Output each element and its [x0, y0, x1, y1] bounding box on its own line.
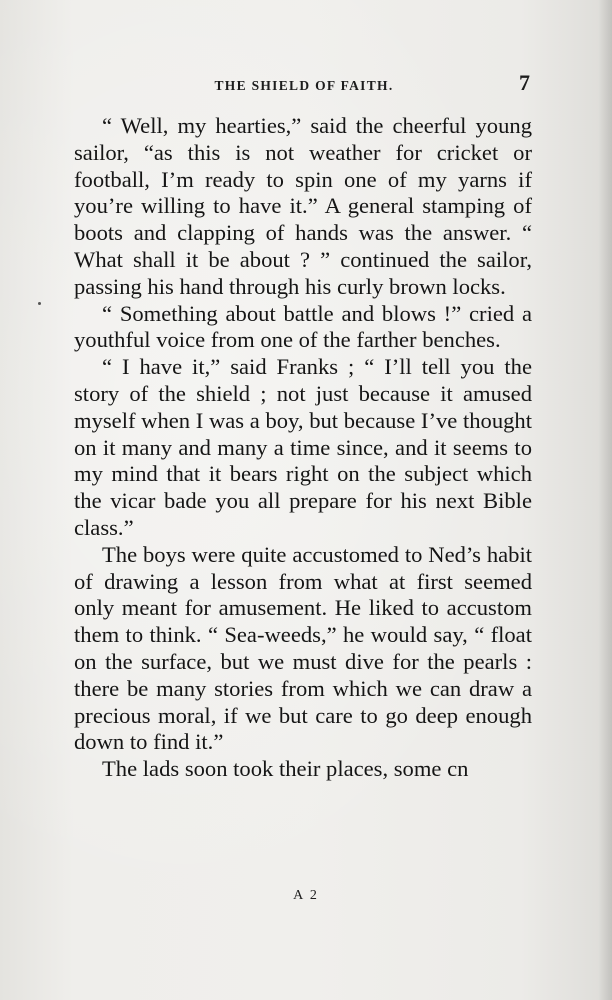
paragraph-1: “ Well, my hearties,” said the cheerful young sailor, “as this is not weather for cricket or football, I’m ready to spin one of my yarns if you’re willing to have it.” A general stamping of boots and clapping of hands was the answer. “ What shall it be about ? ” continued the sailor, passing his hand through his curly brown locks. [74, 113, 532, 299]
page-number: 7 [519, 70, 530, 95]
paragraph-5: The lads soon took their places, some cn [102, 756, 469, 782]
page-header [74, 70, 534, 100]
running-head: THE SHIELD OF FAITH. [214, 78, 394, 93]
body-text [74, 113, 532, 783]
paper-speck [38, 302, 41, 305]
page-edge-shadow [598, 0, 612, 1000]
paragraph-4: The boys were quite accustomed to Ned’s habit of drawing a lesson from what at first seemed only meant for amusement. He liked to accustom them to think. “ Sea-weeds,” he would say, “ float on the surface, but we must dive for the pearls : there be many stories from which we can draw a precious moral, if we but care to go deep enough down to find it.” [74, 541, 532, 755]
signature-mark: A 2 [293, 888, 319, 903]
paragraph-3: “ I have it,” said Franks ; “ I’ll tell you the story of the shield ; not just because it amused myself when I was a boy, but because I’ve thought on it many and many a time since, and it seems to my mind that it bears right on the subject which the vicar bade you all prepare for his next Bible class.” [74, 354, 532, 540]
paragraph-2: “ Something about battle and blows !” cried a youthful voice from one of the farther benches. [74, 300, 532, 353]
